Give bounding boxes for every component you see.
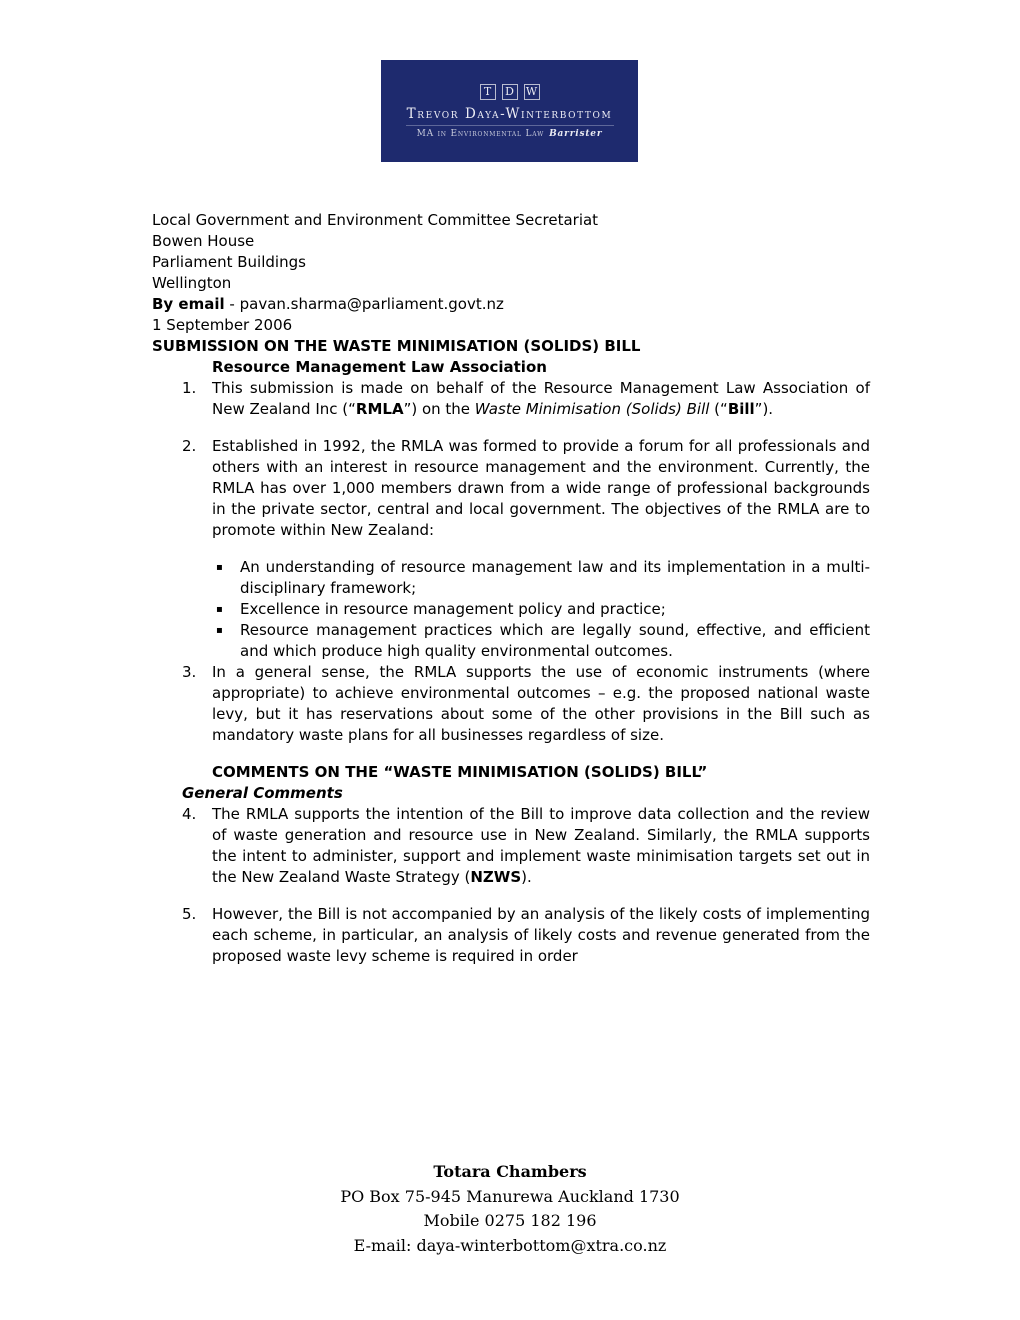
logo-monogram: [381, 84, 638, 100]
bullet-item: [216, 557, 870, 599]
numbered-paragraph-2: [152, 436, 870, 541]
logo-initial-w: W: [524, 84, 540, 100]
submission-title: SUBMISSION ON THE WASTE MINIMISATION (SOLIDS) BILL: [152, 337, 641, 355]
bullet-text: Excellence in resource management policy and practice;: [240, 600, 666, 618]
letterhead-logo: [381, 60, 638, 162]
paragraph-text: The RMLA supports the intention of the Bill to improve data collection and the review of waste generation and resource use in New Zealand. Similarly, the RMLA supports the intent to administer, support and implement waste minimisation targets set out in the New Zealand Waste Strategy (NZWS).: [212, 805, 870, 886]
recipient-line: Wellington: [152, 274, 232, 292]
numbered-paragraph-1: [152, 378, 870, 420]
footer: [0, 1160, 1020, 1258]
numbered-paragraph-3: [152, 662, 870, 746]
recipient-line: Parliament Buildings: [152, 253, 306, 271]
paragraph-text: Established in 1992, the RMLA was formed to provide a forum for all professionals and others with an interest in resource management and the environment. Currently, the RMLA has over 1,000 members drawn from a wide range of professional backgrounds in the private sector, central and local government. The objectives of the RMLA are to promote within New Zealand:: [212, 437, 870, 539]
numbered-paragraph-5: [152, 904, 870, 967]
bullet-item: [216, 620, 870, 662]
bullet-text: Resource management practices which are legally sound, effective, and efficient and which produce high quality environmental outcomes.: [240, 621, 870, 660]
footer-email: E-mail: daya-winterbottom@xtra.co.nz: [353, 1235, 667, 1255]
bullet-list: [152, 557, 870, 662]
bullet-text: An understanding of resource management law and its implementation in a multi-disciplinary framework;: [240, 558, 870, 597]
comments-heading: COMMENTS ON THE “WASTE MINIMISATION (SOLIDS) BILL”: [212, 763, 708, 781]
paragraph-text: In a general sense, the RMLA supports the use of economic instruments (where appropriate) to achieve environmental outcomes – e.g. the proposed national waste levy, but it has reservations about some of the other provisions in the Bill such as mandatory waste plans for all businesses regardless of size.: [212, 663, 870, 744]
general-comments-heading: General Comments: [182, 784, 343, 802]
footer-mobile: Mobile 0275 182 196: [423, 1211, 597, 1230]
logo-name: Trevor Daya-Winterbottom: [406, 106, 613, 122]
paragraph-number: 4.: [182, 805, 197, 823]
paragraph-number: 3.: [182, 663, 197, 681]
association-subheading: Resource Management Law Association: [212, 358, 547, 376]
paragraph-text: This submission is made on behalf of the Resource Management Law Association of New Zealand Inc (“RMLA”) on the Waste Minimisation (Solids) Bill (“Bill”).: [212, 379, 870, 418]
logo-subline: [381, 129, 638, 139]
date-line: 1 September 2006: [152, 316, 293, 334]
recipient-line: Local Government and Environment Committee Secretariat: [152, 211, 599, 229]
logo-initial-d: D: [502, 84, 518, 100]
recipient-line: Bowen House: [152, 232, 255, 250]
logo-initial-t: T: [480, 84, 496, 100]
numbered-paragraph-4: [152, 804, 870, 888]
logo-role: Barrister: [549, 129, 603, 139]
email-line: By email - pavan.sharma@parliament.govt.nz: [152, 295, 504, 313]
paragraph-number: 1.: [182, 379, 197, 397]
logo-divider: [406, 125, 614, 126]
footer-chambers: Totara Chambers: [433, 1162, 587, 1181]
bullet-marker: ▪: [216, 604, 223, 615]
logo-credentials: MA in Environmental Law: [416, 129, 545, 139]
bullet-marker: ▪: [216, 562, 223, 573]
paragraph-number: 2.: [182, 437, 197, 455]
recipient-address: [152, 210, 870, 294]
paragraph-number: 5.: [182, 905, 197, 923]
letter-body: [152, 210, 870, 983]
paragraph-text: However, the Bill is not accompanied by an analysis of the likely costs of implementing each scheme, in particular, an analysis of likely costs and revenue generated from the proposed waste levy scheme is required in order: [212, 905, 870, 965]
footer-address: PO Box 75-945 Manurewa Auckland 1730: [340, 1186, 680, 1206]
bullet-item: [216, 599, 870, 620]
bullet-marker: ▪: [216, 625, 223, 636]
